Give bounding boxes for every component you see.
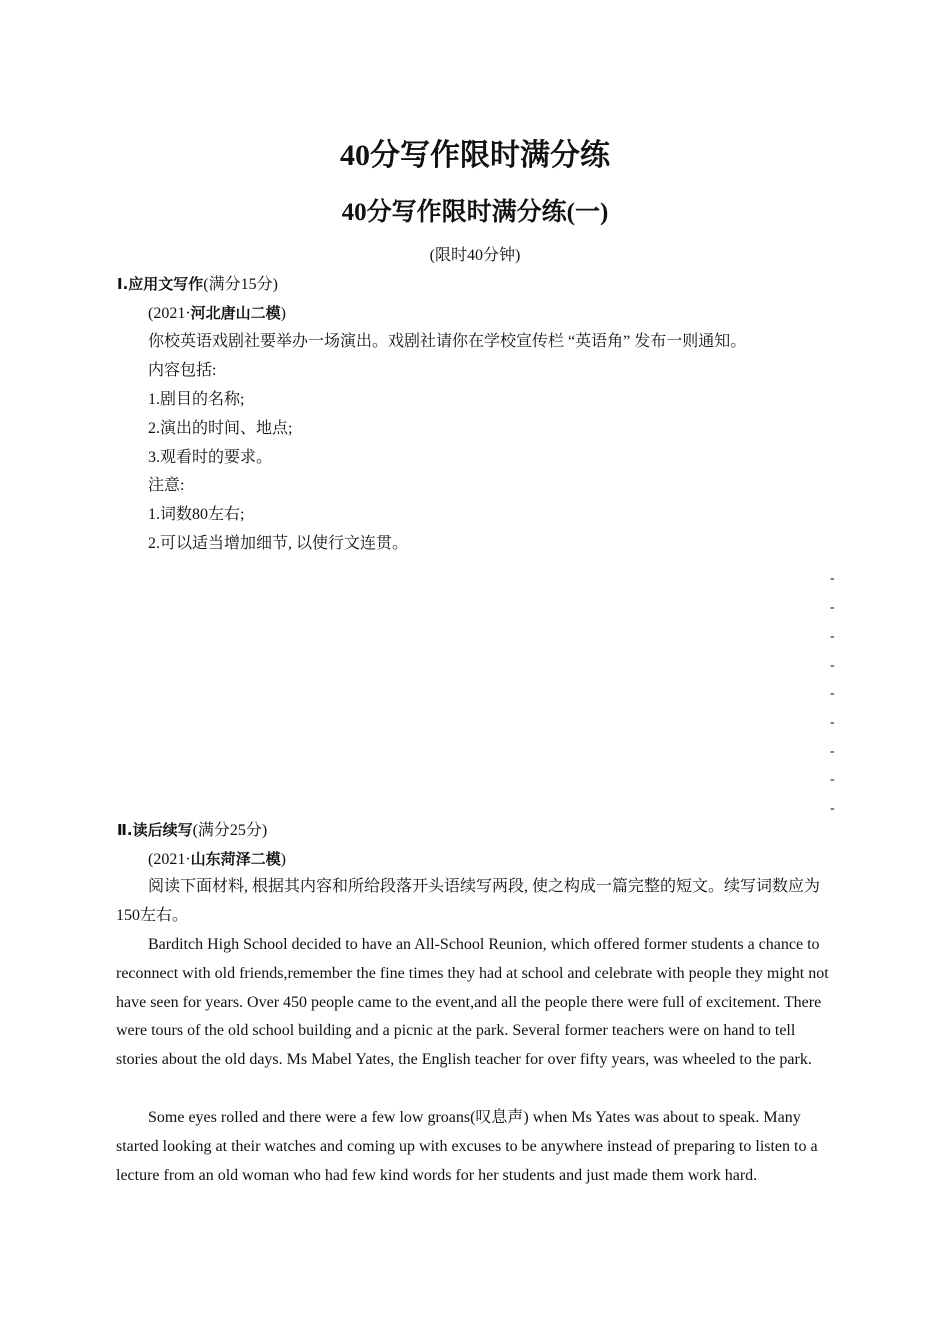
story-paragraph-2: Some eyes rolled and there were a few low groans(叹息声) when Ms Yates was about to speak. Many started looking at their watches and coming up with excuses to be anywhere instead of preparing to listen to a lecture from an old woman who had few kind words for her students and just made them work hard. <box>116 1109 818 1184</box>
section1-heading <box>117 273 278 296</box>
note-item: 2.可以适当增加细节, 以使行文连贯。 <box>148 535 409 552</box>
story-paragraph-1: Barditch High School decided to have an All-School Reunion, which offered former students a chance to reconnect with old friends,remember the fine times they had at school and celebrate with people they might not have seen for years. Over 450 people came to the event,and all the people there were full of excitement. There were tours of the old school building and a picnic at the park. Several former teachers were on hand to tell stories about the old days. Ms Mabel Yates, the English teacher for over fifty years, was wheeled to the park. <box>116 936 829 1069</box>
exercise-title: 40分写作限时满分练(一) <box>341 199 609 226</box>
section2-source: (2021·山东菏泽二模) <box>148 850 286 868</box>
writing-line: - <box>830 772 835 787</box>
writing-line: - <box>830 715 835 730</box>
note-item: 1.词数80左右; <box>148 506 245 523</box>
section2-title: Ⅱ.读后续写 <box>117 821 193 839</box>
section2-score: (满分25分) <box>192 822 268 839</box>
writing-line: - <box>830 686 835 701</box>
content-item: 3.观看时的要求。 <box>148 449 273 466</box>
writing-line: - <box>830 658 835 673</box>
section1-score: (满分15分) <box>203 276 278 293</box>
section1-source-name: 河北唐山二模 <box>190 304 281 322</box>
notes-label: 注意: <box>148 477 185 494</box>
section2-source-name: 山东菏泽二模 <box>190 850 281 868</box>
writing-line: - <box>830 629 835 644</box>
content-item: 2.演出的时间、地点; <box>148 420 293 437</box>
section1-source: (2021·河北唐山二模) <box>148 304 286 322</box>
section2-heading <box>117 819 267 842</box>
content-item: 1.剧目的名称; <box>148 391 245 408</box>
time-limit: (限时40分钟) <box>429 247 521 264</box>
section1-title: Ⅰ.应用文写作 <box>117 275 204 293</box>
writing-line: - <box>830 600 835 615</box>
content-label: 内容包括: <box>148 362 217 379</box>
section1-prompt: 你校英语戏剧社要举办一场演出。戏剧社请你在学校宣传栏 “英语角” 发布一则通知。 <box>148 333 747 350</box>
document-title: 40分写作限时满分练 <box>340 139 610 172</box>
writing-line: - <box>830 571 835 586</box>
section2-instruction: 阅读下面材料, 根据其内容和所给段落开头语续写两段, 使之构成一篇完整的短文。续写词数应为150左右。 <box>116 878 821 924</box>
writing-line: - <box>830 744 835 759</box>
writing-line: - <box>830 801 835 816</box>
